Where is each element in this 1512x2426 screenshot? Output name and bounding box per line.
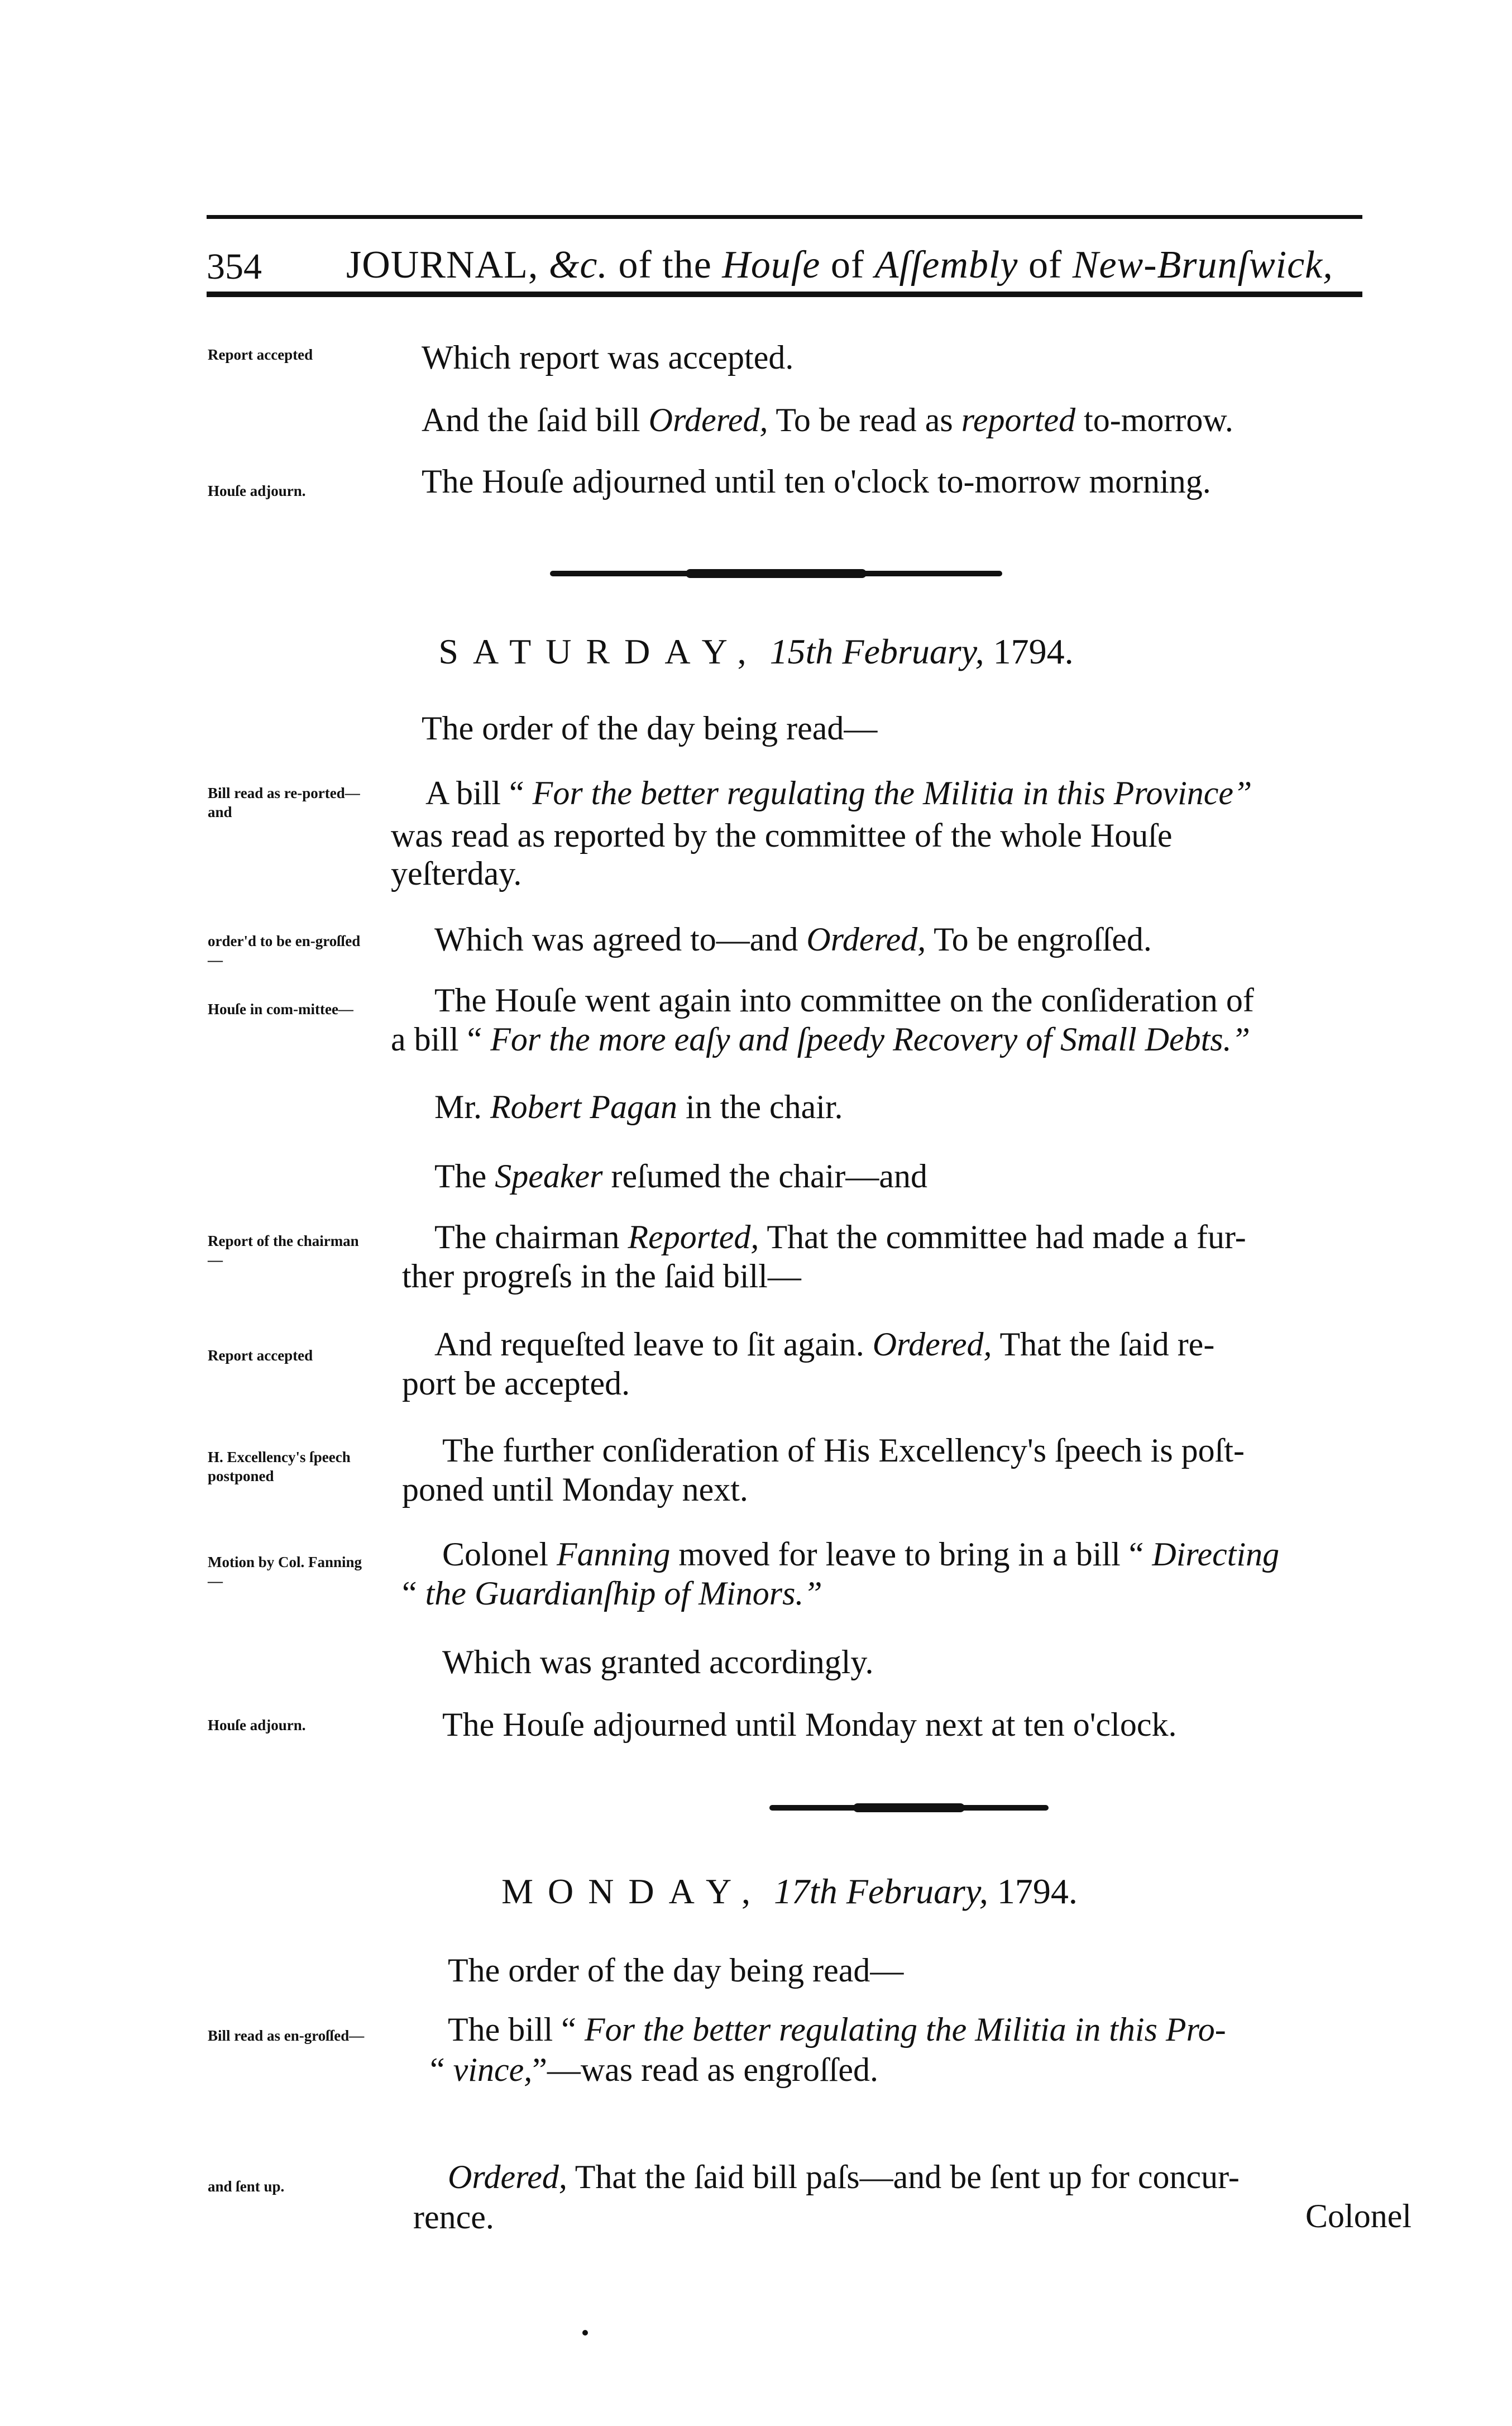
margin-note: Houſe in com-mittee— (208, 1001, 353, 1018)
margin-note: Houſe adjourn. (208, 483, 306, 499)
entry-text: Which report was accepted. (422, 339, 794, 376)
margin-note: Houſe adjourn. (208, 1717, 306, 1733)
page-number: 354 (207, 246, 262, 287)
entry-text: The bill “ For the better regulating the Militia in this Pro- “ vince,”—was read as engroſſed. (430, 2011, 1226, 2088)
margin-note: Report accepted (208, 346, 313, 363)
header-top-rule (207, 215, 1362, 219)
entry-text: The order of the day being read— (448, 1952, 904, 1989)
margin-note: Motion by Col. Fanning— (208, 1554, 362, 1589)
entry-text: Which was agreed to—and Ordered, To be engroſſed. (434, 921, 1152, 958)
catchword: Colonel (1305, 2198, 1411, 2234)
margin-note: Bill read as re-ported—and (208, 785, 360, 820)
entry-text: The Houſe went again into committee on the conſideration of a bill “ For the more eaſy and ſpeedy Recovery of Small Debts.” (391, 982, 1254, 1058)
section-separator (769, 1805, 1049, 1811)
margin-note: H. Excellency's ſpeech postponed (208, 1449, 351, 1484)
entry-text: The Speaker reſumed the chair—and (434, 1158, 927, 1195)
entry-text: The further conſideration of His Excellency's ſpeech is poſt- poned until Monday next. (402, 1432, 1245, 1508)
section-separator (550, 571, 1002, 576)
margin-note: Bill read as en-groſſed— (208, 2027, 365, 2044)
printer-mark (582, 2330, 588, 2336)
entry-text: The order of the day being read— (422, 710, 878, 747)
saturday-heading: SATURDAY, 15th February, 1794. (438, 632, 1074, 671)
running-head: JOURNAL, &c. of the Houſe of Aſſembly of New-Brunſwick, (346, 243, 1333, 286)
header-bottom-rule (207, 292, 1362, 297)
entry-text: And requeſted leave to ſit again. Ordered, That the ſaid re- port be accepted. (402, 1326, 1215, 1402)
page-header (207, 235, 1362, 296)
margin-note: Report accepted (208, 1347, 313, 1364)
entry-text: Colonel Fanning moved for leave to bring in a bill “ Directing “ the Guardianſhip of Minors.” (402, 1536, 1280, 1612)
entry-text: And the ſaid bill Ordered, To be read as reported to-morrow. (422, 402, 1233, 438)
margin-note: Report of the chairman— (208, 1233, 359, 1268)
entry-text: Mr. Robert Pagan in the chair. (434, 1088, 843, 1125)
entry-text: A bill “ For the better regulating the Militia in this Province” was read as reported by the committee of the whole Houſe yeſterday. (391, 775, 1252, 892)
entry-text: Ordered, That the ſaid bill paſs—and be ſent up for concur- rence. (413, 2158, 1240, 2236)
entry-text: The Houſe adjourned until Monday next at ten o'clock. (442, 1706, 1177, 1743)
entry-text: The Houſe adjourned until ten o'clock to-morrow morning. (422, 463, 1211, 500)
margin-note: order'd to be en-groſſed— (208, 933, 361, 968)
margin-note: and ſent up. (208, 2178, 285, 2195)
entry-text: Which was granted accordingly. (442, 1644, 874, 1680)
entry-text: The chairman Reported, That the committee had made a fur- ther progreſs in the ſaid bill— (402, 1219, 1246, 1295)
monday-heading: MONDAY, 17th February, 1794. (501, 1871, 1078, 1911)
